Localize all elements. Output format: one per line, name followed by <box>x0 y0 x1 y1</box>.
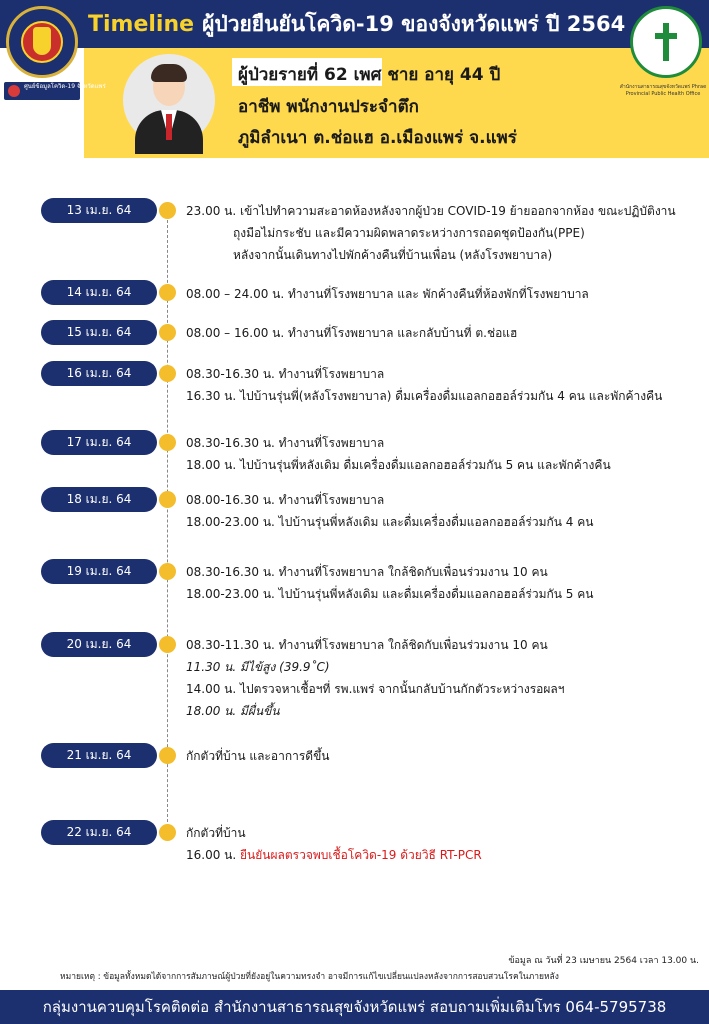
patient-occupation: อาชีพ พนักงานประจำตึก <box>238 97 419 117</box>
event-line: 14.00 น. ไปตรวจหาเชื้อฯที่ รพ.แพร่ จากนั้นกลับบ้านกักตัวระหว่างรอผลฯ <box>186 682 565 696</box>
date-pill-17: 17 เม.ย. 64 <box>41 430 157 455</box>
timeline-dot <box>159 434 176 451</box>
timeline-dot <box>159 563 176 580</box>
moph-logo <box>630 6 702 78</box>
remark-note: หมายเหตุ : ข้อมูลทั้งหมดได้จากการสัมภาษณ์ผู้ป่วยที่ยังอยู่ในความทรงจำ อาจมีการแก้ไขเปลี่ยนแปลงหลังจากการสอบสวนโรคในภายหลัง <box>60 972 559 982</box>
date-pill-16: 16 เม.ย. 64 <box>41 361 157 386</box>
footer-contact: กลุ่มงานควบคุมโรคติดต่อ สำนักงานสาธารณสุขจังหวัดแพร่ สอบถามเพิ่มเติมโทร 064-5795738 <box>0 990 709 1024</box>
header-bar <box>0 0 709 48</box>
timeline-dot <box>159 747 176 764</box>
timeline-dot <box>159 824 176 841</box>
virus-icon <box>8 85 20 97</box>
covid-info-center-badge <box>4 82 106 100</box>
timeline-dot <box>159 365 176 382</box>
event-line: 18.00 น. ไปบ้านรุ่นพี่หลังเดิม ดื่มเครื่องดื่มแอลกอฮอล์ร่วมกัน 5 คน และพักค้างคืน <box>186 458 611 472</box>
event-line: 08.00 – 24.00 น. ทำงานที่โรงพยาบาล และ พักค้างคืนที่ห้องพักที่โรงพยาบาล <box>186 287 589 301</box>
date-pill-14: 14 เม.ย. 64 <box>41 280 157 305</box>
timeline-dot <box>159 491 176 508</box>
event-line: 18.00-23.00 น. ไปบ้านรุ่นพี่หลังเดิม และดื่มเครื่องดื่มแอลกอฮอล์ร่วมกัน 4 คน <box>186 515 594 529</box>
timeline-word: Timeline <box>88 12 195 37</box>
patient-avatar <box>123 54 215 146</box>
covid-badge-text: ศูนย์ข้อมูลโควิด-19 จังหวัดแพร่ <box>24 83 106 90</box>
event-line: ถุงมือไม่กระชับ และมีความผิดพลาดระหว่างการถอดชุดป้องกัน(PPE) <box>233 226 585 240</box>
event-line: หลังจากนั้นเดินทางไปพักค้างคืนที่บ้านเพื่อน (หลังโรงพยาบาล) <box>233 248 553 262</box>
provincial-seal-logo <box>6 6 78 78</box>
date-pill-18: 18 เม.ย. 64 <box>41 487 157 512</box>
title-text: ผู้ป่วยยืนยันโควิด-19 ของจังหวัดแพร่ ปี 2564 <box>202 12 626 36</box>
data-source-note: ข้อมูล ณ วันที่ 23 เมษายน 2564 เวลา 13.00 น. <box>508 956 699 966</box>
date-pill-21: 21 เม.ย. 64 <box>41 743 157 768</box>
event-line: 08.30-16.30 น. ทำงานที่โรงพยาบาล <box>186 436 385 450</box>
timeline-axis <box>167 210 168 832</box>
event-line: 23.00 น. เข้าไปทำความสะอาดห้องหลังจากผู้ป่วย COVID-19 ย้ายออกจากห้อง ขณะปฏิบัติงาน <box>186 204 676 218</box>
date-pill-20: 20 เม.ย. 64 <box>41 632 157 657</box>
event-line: 18.00-23.00 น. ไปบ้านรุ่นพี่หลังเดิม และดื่มเครื่องดื่มแอลกอฮอล์ร่วมกัน 5 คน <box>186 587 594 601</box>
event-line: 11.30 น. มีไข้สูง (39.9˚C) <box>186 660 330 674</box>
event-line: 08.00-16.30 น. ทำงานที่โรงพยาบาล <box>186 493 385 507</box>
event-line: 08.30-16.30 น. ทำงานที่โรงพยาบาล <box>186 367 385 381</box>
event-line: 08.00 – 16.00 น. ทำงานที่โรงพยาบาล และกลับบ้านที่ ต.ช่อแฮ <box>186 326 518 340</box>
timeline-dot <box>159 284 176 301</box>
avatar-hair <box>151 64 187 82</box>
date-pill-22: 22 เม.ย. 64 <box>41 820 157 845</box>
timeline-dot <box>159 202 176 219</box>
timeline-dot <box>159 636 176 653</box>
avatar-tie-icon <box>166 114 172 140</box>
event-line: 08.30-11.30 น. ทำงานที่โรงพยาบาล ใกล้ชิดกับเพื่อนร่วมงาน 10 คน <box>186 638 548 652</box>
date-pill-19: 19 เม.ย. 64 <box>41 559 157 584</box>
page-title <box>88 8 625 40</box>
event-line: กักตัวที่บ้าน และอาการดีขึ้น <box>186 749 330 763</box>
timeline-dot <box>159 324 176 341</box>
moph-cross-icon <box>655 23 677 61</box>
date-pill-15: 15 เม.ย. 64 <box>41 320 157 345</box>
event-line: กักตัวที่บ้าน <box>186 826 246 840</box>
event-line: 16.30 น. ไปบ้านรุ่นพี่(หลังโรงพยาบาล) ดื่มเครื่องดื่มแอลกอฮอล์ร่วมกัน 4 คน และพักค้างคืน <box>186 389 663 403</box>
patient-line-1: ผู้ป่วยรายที่ 62 เพศ ชาย อายุ 44 ปี <box>238 65 501 85</box>
seal-emblem-icon <box>33 27 51 55</box>
moph-caption: สำนักงานสาธารณสุขจังหวัดแพร่ Phrae Provincial Public Health Office <box>619 84 707 97</box>
event-line: 18.00 น. มีผื่นขึ้น <box>186 704 280 718</box>
event-line-confirmed: 16.00 น. ยืนยันผลตรวจพบเชื้อโควิด-19 ด้วยวิธี RT-PCR <box>186 848 482 862</box>
date-pill-13: 13 เม.ย. 64 <box>41 198 157 223</box>
event-line: 08.30-16.30 น. ทำงานที่โรงพยาบาล ใกล้ชิดกับเพื่อนร่วมงาน 10 คน <box>186 565 548 579</box>
patient-hometown: ภูมิลำเนา ต.ช่อแฮ อ.เมืองแพร่ จ.แพร่ <box>238 128 517 148</box>
